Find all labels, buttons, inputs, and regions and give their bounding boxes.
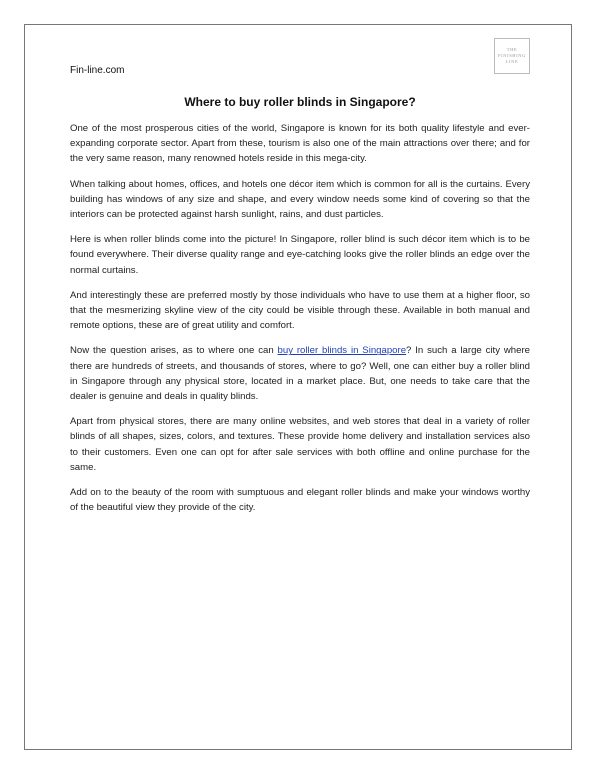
logo-line-3: LINE	[505, 59, 519, 64]
paragraph-1: One of the most prosperous cities of the world, Singapore is known for its both quality lifestyle and ever-expanding corporate sector. Apart from these, tourism is also one of the main attractions over there; and for the very same reason, many renowned hotels reside in this mega-city.	[70, 123, 530, 165]
roller-blinds-link[interactable]: buy roller blinds in Singapore	[277, 345, 407, 357]
paragraph-7: Add on to the beauty of the room with sumptuous and elegant roller blinds and make your windows worthy of the beautiful view they provide of the city.	[70, 487, 530, 514]
logo-line-1: THE	[506, 47, 518, 52]
article-title: Where to buy roller blinds in Singapore?	[184, 95, 416, 109]
paragraph-6: Apart from physical stores, there are many online websites, and web stores that deal in a variety of roller blinds of all shapes, sizes, colors, and textures. These provide home delivery and installation services also to their customers. Even one can opt for after sale services with both offline and online purchase for the same.	[70, 416, 530, 473]
paragraph-4: And interestingly these are preferred mostly by those individuals who have to use them at a higher floor, so that the mesmerizing skyline view of the city could be visible through these. Available in both manual and remote options, these are of great utility and comfort.	[70, 289, 530, 332]
paragraph-2: When talking about homes, offices, and hotels one décor item which is common for all is the curtains. Every building has windows of any size and shape, and every window needs some kind of covering so that the interiors can be protected against harsh sunlight, rains, and dust particles.	[70, 178, 530, 221]
article-body	[70, 121, 530, 525]
paragraph-5-start: Now the question arises, as to where one can	[70, 345, 278, 357]
site-name: Fin-line.com	[70, 65, 125, 76]
paragraph-5-end: ? In such a large city where there are hundreds of streets, and thousands of stores, where to go? Well, one can either buy a roller blind in Singapore through any physical store, located in a market place. But, one needs to take care that the dealer is genuine and deals in quality blinds.	[70, 345, 530, 403]
paragraph-5	[70, 343, 530, 404]
paragraph-3: Here is when roller blinds come into the picture! In Singapore, roller blind is such décor item which is to be found everywhere. Their diverse quality range and eye-catching looks give the roller blinds an edge over the normal curtains.	[70, 234, 530, 276]
logo-line-2: FINISHING	[498, 53, 526, 58]
logo	[494, 38, 530, 74]
